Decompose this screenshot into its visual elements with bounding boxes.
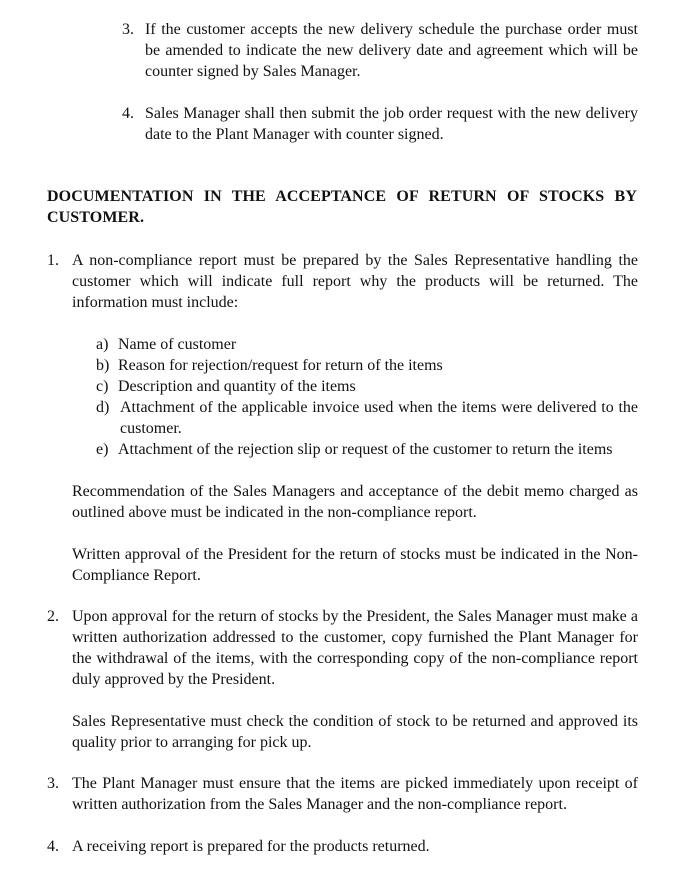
paragraph: Recommendation of the Sales Managers and acceptance of the debit memo charged as outlined above must be indicated in the non-compliance report. — [72, 483, 638, 521]
sub-item-text: Attachment of the applicable invoice used when the items were delivered to the customer. — [120, 399, 638, 437]
list-item-text: Upon approval for the return of stocks by the President, the Sales Manager must make a written authorization addressed to the customer, copy furnished the Plant Manager for the withdrawal of the items, with the corresponding copy of the non-compliance report duly approved by the President. — [72, 608, 638, 688]
list-number: 3. — [122, 21, 134, 38]
sub-item-letter: e) — [96, 441, 109, 458]
paragraph: Sales Representative must check the condition of stock to be returned and approved its quality prior to arranging for pick up. — [72, 713, 638, 751]
list-item-text: A non-compliance report must be prepared by the Sales Representative handling the customer which will indicate full report why the products will be returned. The information must include: — [72, 252, 638, 311]
list-number: 4. — [122, 105, 134, 122]
list-item-text: If the customer accepts the new delivery schedule the purchase order must be amended to indicate the new delivery date and agreement which will be counter signed by Sales Manager. — [145, 21, 638, 80]
list-item-text: Sales Manager shall then submit the job order request with the new delivery date to the Plant Manager with counter signed. — [145, 105, 638, 143]
sub-item-letter: d) — [96, 399, 110, 416]
sub-item-text: Attachment of the rejection slip or request of the customer to return the items — [118, 441, 613, 458]
sub-item-text: Name of customer — [118, 336, 237, 353]
sub-item-letter: b) — [96, 357, 110, 374]
list-number: 4. — [47, 838, 59, 855]
list-item-text: A receiving report is prepared for the products returned. — [72, 838, 430, 855]
sub-item-text: Reason for rejection/request for return of the items — [118, 357, 443, 374]
section-heading: DOCUMENTATION IN THE ACCEPTANCE OF RETURN OF STOCKS BY CUSTOMER. — [47, 188, 637, 226]
sub-item-letter: a) — [96, 336, 109, 353]
list-number: 1. — [47, 252, 59, 269]
list-item-text: The Plant Manager must ensure that the items are picked immediately upon receipt of written authorization from the Sales Manager and the non-compliance report. — [72, 775, 638, 813]
sub-item-letter: c) — [96, 378, 109, 395]
list-number: 2. — [47, 608, 59, 625]
sub-item-text: Description and quantity of the items — [118, 378, 356, 395]
list-number: 3. — [47, 775, 59, 792]
paragraph: Written approval of the President for the return of stocks must be indicated in the Non-Compliance Report. — [72, 546, 638, 584]
